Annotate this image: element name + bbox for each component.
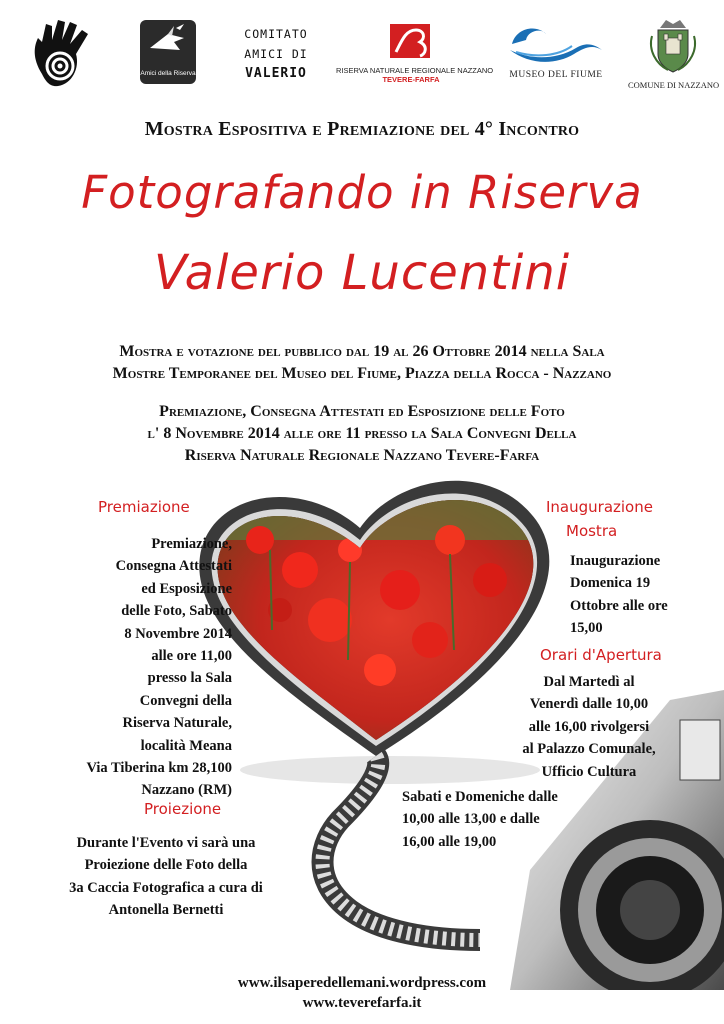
proiezione-text: Durante l'Evento vi sarà una Proiezione delle Foto della 3a Caccia Fotografica a cura di Antonella Bernetti <box>69 835 263 919</box>
riserva-caption: RISERVA NATURALE REGIONALE NAZZANO <box>336 66 494 75</box>
inaugurazione-text: Inaugurazione Domenica 19 Ottobre alle ore 15,00 <box>570 553 668 637</box>
mostra-info: Mostra e votazione del pubblico dal 19 al 26 Ottobre 2014 nella Sala Mostre Temporanee del Museo del Fiume, Piazza della Rocca - Nazzano <box>112 343 612 382</box>
bird-icon <box>140 20 196 66</box>
comitato-line-2: AMICI DI <box>244 47 308 61</box>
proiezione-title: Proiezione <box>144 800 222 818</box>
mostra-heading: Mostra Espositiva e Premiazione del 4° Incontro <box>144 118 580 140</box>
premiazione-title: Premiazione <box>98 498 190 516</box>
footer-site-1[interactable]: www.ilsaperedellemani.wordpress.com <box>237 975 487 991</box>
amici-riserva-logo <box>140 20 196 84</box>
orari-text-weekend: Sabati e Domeniche dalle 10,00 alle 13,00 e dalle 16,00 alle 19,00 <box>402 789 558 850</box>
amici-riserva-caption: Amici della Riserva <box>140 70 196 77</box>
museo-wave-icon <box>506 22 606 66</box>
event-subtitle: Valerio Lucentini <box>153 245 571 301</box>
comitato-line-3: VALERIO <box>245 66 307 81</box>
museo-caption: MUSEO DEL FIUME <box>509 70 603 80</box>
coat-of-arms-icon <box>628 14 718 76</box>
comitato-logo <box>228 24 324 84</box>
orari-text-weekday: Dal Martedì al Venerdì dalle 10,00 alle 16,00 rivolgersi al Palazzo Comunale, Ufficio Cultura <box>522 674 656 780</box>
event-title: Fotografando in Riserva <box>81 166 643 219</box>
riserva-subcaption: TEVERE-FARFA <box>382 75 440 84</box>
premiazione-info: Premiazione, Consegna Attestati ed Esposizione delle Foto l' 8 Novembre 2014 alle ore 11 presso la Sala Convegni Della Riserva Naturale Regionale Nazzano Tevere-Farfa <box>147 403 577 464</box>
comune-caption: COMUNE DI NAZZANO <box>628 80 720 90</box>
saperi-hand-logo <box>28 18 106 92</box>
comune-logo <box>628 14 718 90</box>
logo-row <box>0 0 724 100</box>
premiazione-text: Premiazione, Consegna Attestati ed Esposizione delle Foto, Sabato 8 Novembre 2014 alle ore 11,00 presso la Sala Convegni della Riserva Naturale, località Meana Via Tiberina km 28,100 Nazzano (RM) <box>86 536 232 799</box>
comitato-line-1: COMITATO <box>244 27 308 41</box>
riserva-emblem-icon <box>336 22 486 62</box>
footer-site-2[interactable]: www.teverefarfa.it <box>302 995 422 1011</box>
inaugurazione-title-1: Inaugurazione <box>546 498 653 516</box>
museo-logo <box>506 22 606 84</box>
orari-title: Orari d'Apertura <box>540 646 662 664</box>
riserva-logo <box>336 22 494 92</box>
inaugurazione-title-2: Mostra <box>566 522 618 540</box>
